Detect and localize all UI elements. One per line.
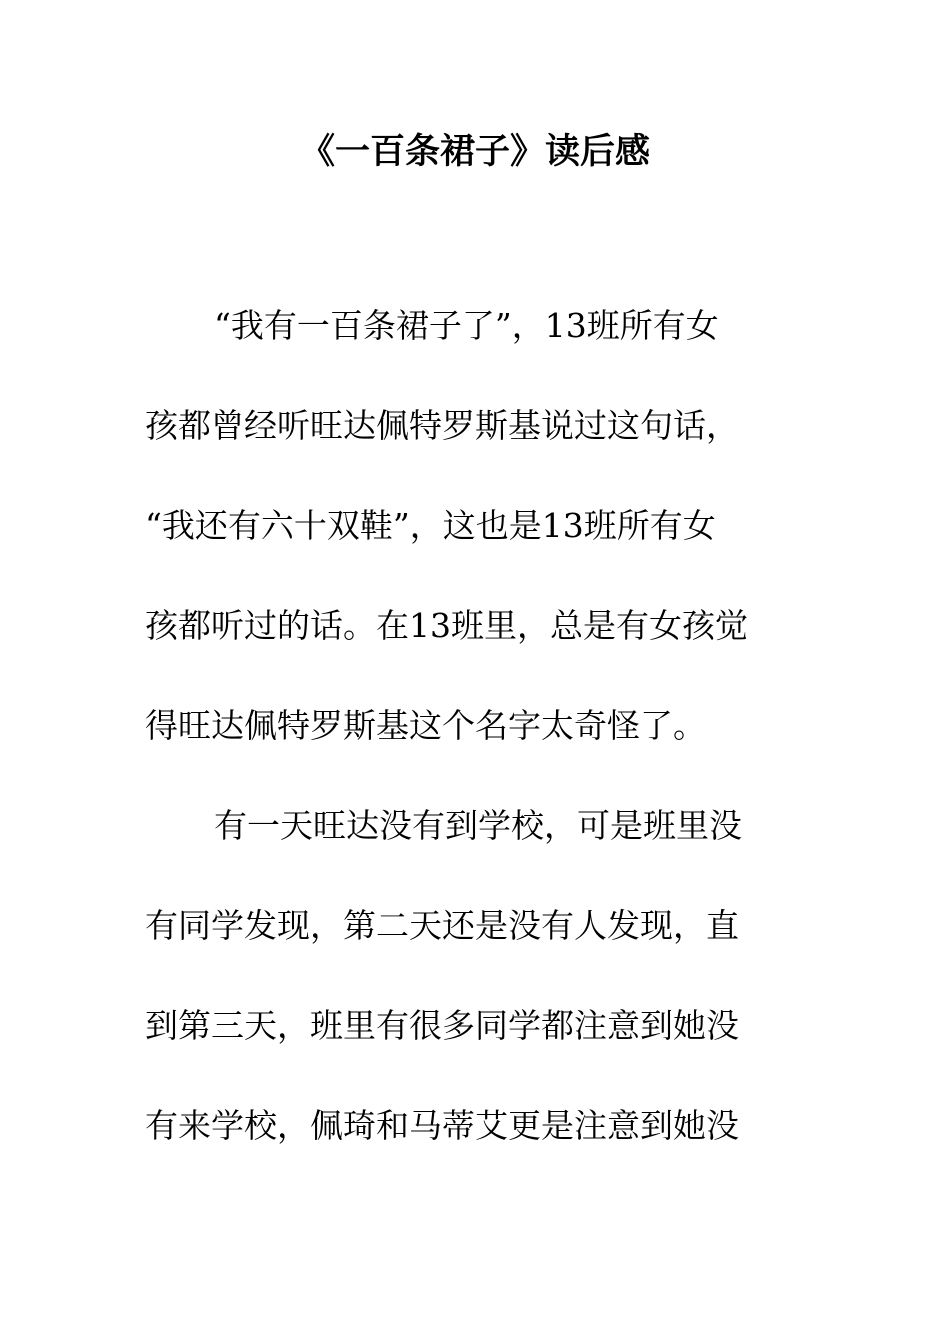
paragraph-line: “我还有六十双鞋”，这也是13班所有女: [145, 506, 716, 545]
paragraph-line: 有来学校，佩琦和马蒂艾更是注意到她没: [145, 1106, 739, 1145]
paragraph-line: “我有一百条裙子了”，13班所有女: [214, 306, 719, 345]
document-title: 《一百条裙子》读后感: [299, 132, 650, 172]
paragraph-line: 有一天旺达没有到学校，可是班里没: [214, 806, 742, 845]
paragraph-line: 孩都听过的话。在13班里，总是有女孩觉: [145, 606, 748, 645]
paragraph-line: 孩都曾经听旺达佩特罗斯基说过这句话，: [145, 406, 739, 445]
paragraph-line: 到第三天，班里有很多同学都注意到她没: [145, 1006, 739, 1045]
paragraph-line: 得旺达佩特罗斯基这个名字太奇怪了。: [145, 706, 706, 745]
paragraph-line: 有同学发现，第二天还是没有人发现，直: [145, 906, 739, 945]
